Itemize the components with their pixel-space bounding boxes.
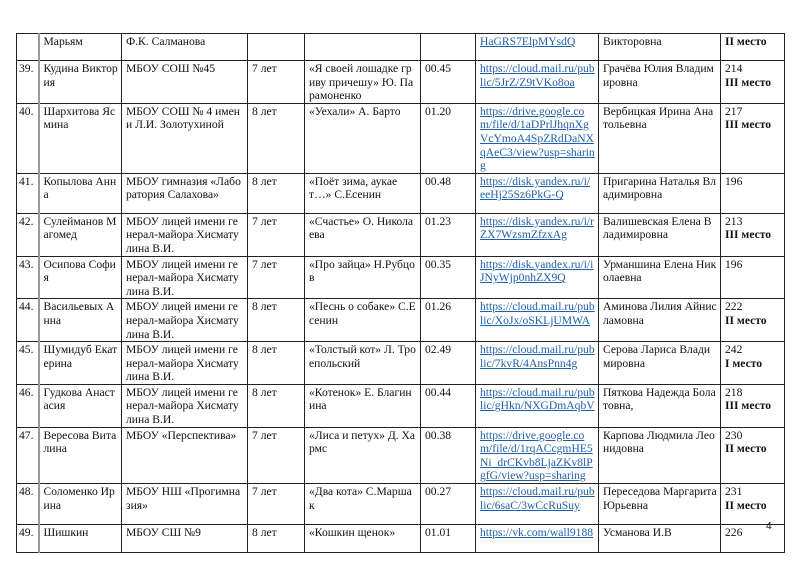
place-badge: II место — [725, 498, 767, 512]
video-link[interactable]: HaGRS7ElpMYsdQ — [480, 35, 576, 48]
performed-work: «Уехали» А. Барто — [305, 103, 421, 173]
participant-age: 8 лет — [248, 525, 305, 553]
table-row — [17, 342, 785, 385]
video-duration: 02.49 — [421, 342, 476, 385]
table-row — [17, 384, 785, 427]
place-badge: II место — [725, 442, 767, 456]
table-row — [17, 213, 785, 256]
participant-name: Сулейманов Магомед — [39, 213, 122, 256]
video-duration: 00.35 — [421, 256, 476, 299]
score: 231 — [725, 485, 743, 499]
place-badge: III место — [725, 75, 772, 89]
participant-age: 8 лет — [248, 299, 305, 342]
row-number: 39. — [17, 61, 39, 104]
video-link-cell — [476, 525, 599, 553]
participant-age: 7 лет — [248, 213, 305, 256]
school-name: МБОУ «Перспектива» — [122, 427, 248, 483]
participant-name: Шишкин — [39, 525, 122, 553]
teacher-name: Валишевская Елена Владимировна — [599, 213, 721, 256]
table-row — [17, 34, 785, 61]
row-number: 41. — [17, 173, 39, 213]
participant-age: 8 лет — [248, 103, 305, 173]
video-link-cell — [476, 213, 599, 256]
place-badge: III место — [725, 118, 772, 132]
performed-work: «Два кота» С.Маршак — [305, 484, 421, 525]
video-link-cell — [476, 427, 599, 483]
video-duration: 00.27 — [421, 484, 476, 525]
participant-name: Вересова Виталина — [39, 427, 122, 483]
performed-work: «Я своей лошадке гриву причешу» Ю. Парамоненко — [305, 61, 421, 104]
participant-name: Шумидуб Екатерина — [39, 342, 122, 385]
result-cell — [721, 427, 785, 483]
video-link[interactable]: https://drive.google.com/file/d/1rqACcgmHE5Ni_drCKvb8LjaZKv8lPgfG/view?usp=sharing — [480, 428, 593, 483]
place-badge: III место — [725, 228, 772, 242]
result-cell — [721, 299, 785, 342]
school-name: Ф.К. Салманова — [122, 34, 248, 61]
teacher-name: Пригарина Наталья Владимировна — [599, 173, 721, 213]
video-link[interactable]: https://cloud.mail.ru/public/5JrZ/Z9tVKo8oa — [480, 62, 595, 89]
result-cell — [721, 213, 785, 256]
video-link[interactable]: https://disk.yandex.ru/i/iJNyWjp0nhZX9Q — [480, 257, 594, 285]
video-link-cell — [476, 384, 599, 427]
video-link[interactable]: https://drive.google.com/file/d/1aDPrlJhqnXgVcYmoA4SpZRdDaNXqAeC3/view?usp=sharing — [480, 104, 595, 173]
school-name: МБОУ лицей имени генерал-майора Хисматулина В.И. — [122, 213, 248, 256]
teacher-name: Переседова Маргарита Юрьевна — [599, 484, 721, 525]
place-badge: II место — [725, 35, 767, 48]
place-badge: III место — [725, 399, 772, 413]
teacher-name: Вербицкая Ирина Анатольевна — [599, 103, 721, 173]
video-link-cell — [476, 173, 599, 213]
video-link-cell — [476, 256, 599, 299]
video-link[interactable]: https://disk.yandex.ru/i/eeHj25Sz6PkG-Q — [480, 174, 591, 202]
score: 214 — [725, 62, 743, 75]
row-number — [17, 34, 39, 61]
table-row — [17, 484, 785, 525]
video-link[interactable]: https://cloud.mail.ru/public/gHkn/NXGDmAqbV — [480, 385, 595, 413]
score: 242 — [725, 343, 743, 357]
participant-age: 8 лет — [248, 384, 305, 427]
participant-name: Марьям — [39, 34, 122, 61]
video-link[interactable]: https://cloud.mail.ru/public/XoJx/oSKLjUMWA — [480, 300, 595, 327]
video-duration: 01.23 — [421, 213, 476, 256]
score: 217 — [725, 104, 743, 118]
table-row — [17, 173, 785, 213]
video-link[interactable]: https://cloud.mail.ru/public/6saC/3wCcRuSuy — [480, 485, 595, 512]
table-row — [17, 103, 785, 173]
school-name: МБОУ лицей имени генерал-майора Хисматулина В.И. — [122, 299, 248, 342]
video-duration: 01.20 — [421, 103, 476, 173]
video-duration: 01.26 — [421, 299, 476, 342]
result-cell — [721, 173, 785, 213]
row-number: 42. — [17, 213, 39, 256]
performed-work — [305, 34, 421, 61]
participant-name: Копылова Анна — [39, 173, 122, 213]
video-link-cell — [476, 61, 599, 104]
result-cell — [721, 484, 785, 525]
participant-age: 7 лет — [248, 256, 305, 299]
score: 196 — [725, 257, 743, 271]
video-duration: 00.45 — [421, 61, 476, 104]
school-name: МБОУ СОШ № 4 имени Л.И. Золотухиной — [122, 103, 248, 173]
table-row — [17, 299, 785, 342]
participant-name: Осипова София — [39, 256, 122, 299]
table-body — [17, 34, 785, 553]
teacher-name: Урманшина Елена Николаевна — [599, 256, 721, 299]
participant-name: Соломенко Ирина — [39, 484, 122, 525]
performed-work: «Счастье» О. Николаева — [305, 213, 421, 256]
video-duration: 00.38 — [421, 427, 476, 483]
performed-work: «Лиса и петух» Д. Хармс — [305, 427, 421, 483]
video-link-cell — [476, 34, 599, 61]
school-name: МБОУ гимназия «Лаборатория Салахова» — [122, 173, 248, 213]
participant-name: Шархитова Ясмина — [39, 103, 122, 173]
performed-work: «Толстый кот» Л. Троепольский — [305, 342, 421, 385]
score: 218 — [725, 385, 743, 399]
performed-work: «Про зайца» Н.Рубцов — [305, 256, 421, 299]
result-cell — [721, 61, 785, 104]
result-cell — [721, 525, 785, 553]
result-cell — [721, 384, 785, 427]
video-duration — [421, 34, 476, 61]
table-row — [17, 256, 785, 299]
participant-name: Гудкова Анастасия — [39, 384, 122, 427]
result-cell — [721, 256, 785, 299]
video-link-cell — [476, 484, 599, 525]
video-link[interactable]: https://disk.yandex.ru/i/rZX7WzsmZfzxAg — [480, 214, 594, 242]
participant-age: 7 лет — [248, 484, 305, 525]
score: 222 — [725, 300, 743, 314]
school-name: МБОУ лицей имени генерал-майора Хисматулина В.И. — [122, 256, 248, 299]
participant-name: Васильевых Анна — [39, 299, 122, 342]
performed-work: «Кошкин щенок» — [305, 525, 421, 553]
video-link-cell — [476, 103, 599, 173]
video-duration: 00.48 — [421, 173, 476, 213]
video-link-cell — [476, 342, 599, 385]
school-name: МБОУ НШ «Прогимназия» — [122, 484, 248, 525]
participant-age: 7 лет — [248, 61, 305, 104]
participants-table — [16, 33, 785, 553]
place-badge: II место — [725, 313, 767, 327]
row-number: 40. — [17, 103, 39, 173]
school-name: МБОУ СОШ №45 — [122, 61, 248, 104]
video-link[interactable]: https://vk.com/wall9188 — [480, 526, 594, 540]
participant-age: 7 лет — [248, 427, 305, 483]
score: 226 — [725, 526, 743, 540]
participant-age — [248, 34, 305, 61]
performed-work: «Котенок» Е. Благинина — [305, 384, 421, 427]
table-row — [17, 61, 785, 104]
place-badge: I место — [725, 356, 763, 370]
table-row — [17, 525, 785, 553]
video-duration: 01.01 — [421, 525, 476, 553]
row-number: 43. — [17, 256, 39, 299]
participant-name: Кудина Виктория — [39, 61, 122, 104]
teacher-name: Аминова Лилия Айнисламовна — [599, 299, 721, 342]
row-number: 46. — [17, 384, 39, 427]
school-name: МБОУ лицей имени генерал-майора Хисматулина В.И. — [122, 384, 248, 427]
row-number: 44. — [17, 299, 39, 342]
teacher-name: Серова Лариса Владимировна — [599, 342, 721, 385]
score: 213 — [725, 214, 743, 228]
video-duration: 00.44 — [421, 384, 476, 427]
participant-age: 8 лет — [248, 342, 305, 385]
table-row — [17, 427, 785, 483]
video-link-cell — [476, 299, 599, 342]
row-number: 49. — [17, 525, 39, 553]
result-cell — [721, 103, 785, 173]
school-name: МБОУ лицей имени генерал-майора Хисматулина В.И. — [122, 342, 248, 385]
result-cell — [721, 342, 785, 385]
teacher-name: Карпова Людмила Леонидовна — [599, 427, 721, 483]
page-number: 4 — [766, 521, 772, 532]
row-number: 47. — [17, 427, 39, 483]
performed-work: «Песнь о собаке» С.Есенин — [305, 299, 421, 342]
teacher-name: Викторовна — [599, 34, 721, 61]
score: 196 — [725, 174, 743, 188]
school-name: МБОУ СШ №9 — [122, 525, 248, 553]
teacher-name: Пяткова Надежда Болатовна, — [599, 384, 721, 427]
performed-work: «Поёт зима, аукает…» С.Есенин — [305, 173, 421, 213]
participant-age: 8 лет — [248, 173, 305, 213]
row-number: 45. — [17, 342, 39, 385]
score: 230 — [725, 428, 743, 442]
row-number: 48. — [17, 484, 39, 525]
teacher-name: Грачёва Юлия Владимировна — [599, 61, 721, 104]
teacher-name: Усманова И.В — [599, 525, 721, 553]
result-cell — [721, 34, 785, 61]
video-link[interactable]: https://cloud.mail.ru/public/7kvR/4AnsPnn4g — [480, 343, 595, 370]
